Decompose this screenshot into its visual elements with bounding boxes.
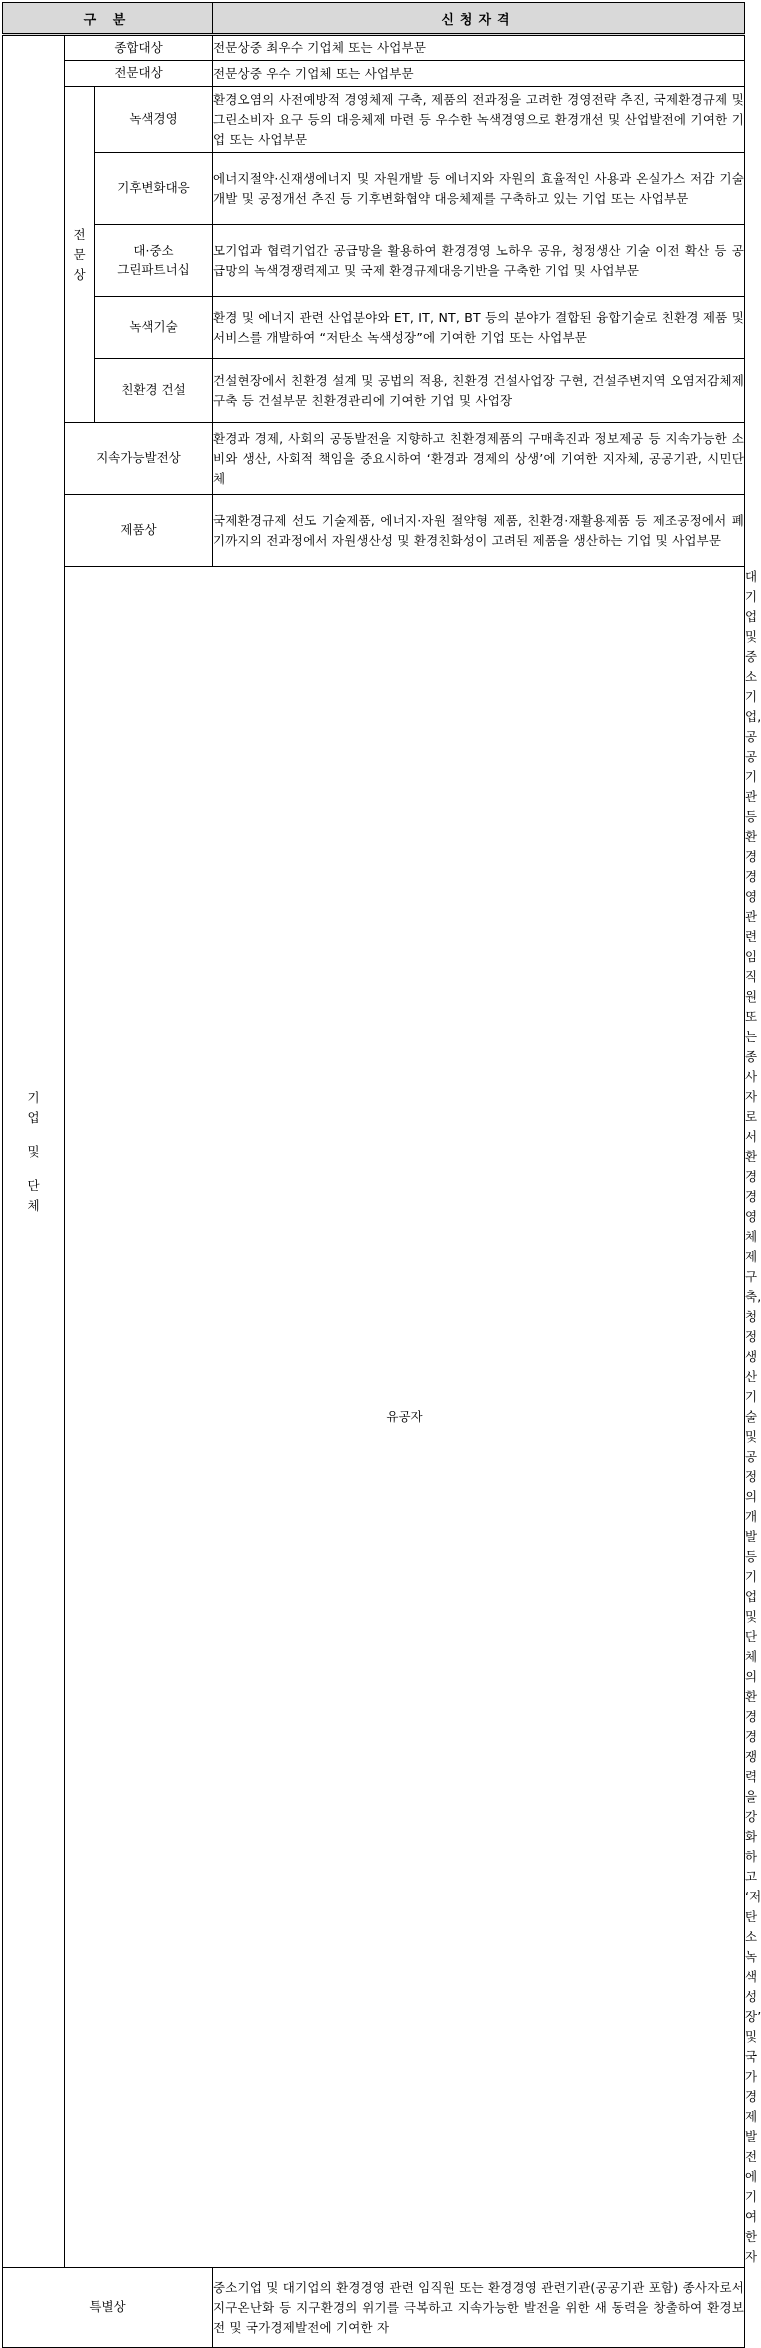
table-row-green-tech xyxy=(3,297,745,359)
row-desc-green-mgmt: 환경오염의 사전예방적 경영체제 구축, 제품의 전과정을 고려한 경영전략 추진, 국제환경규제 및 그린소비자 요구 등의 대응체제 마련 등 우수한 녹색경영으로 환경개선 및 산업발전에 기여한 기업 또는 사업부문 xyxy=(213,87,745,153)
row-label-special: 특별상 xyxy=(3,2268,213,2348)
header-qualification: 신청자격 xyxy=(213,3,745,35)
row-label-partnership: 대·중소 그린파트너십 xyxy=(95,225,213,297)
group-company-label: 기 업 및 단 체 xyxy=(3,35,65,2268)
row-label-special-grand: 전문대상 xyxy=(65,61,213,87)
row-desc-special: 중소기업 및 대기업의 환경경영 관련 임직원 또는 환경경영 관련기관(공공기관 포함) 종사자로서 지구온난화 등 지구환경의 위기를 극복하고 지속가능한 발전을 위한 새 동력을 창출하여 환경보전 및 국가경제발전에 기여한 자 xyxy=(213,2268,745,2348)
row-label-product: 제품상 xyxy=(65,495,213,567)
row-label-climate: 기후변화대응 xyxy=(95,153,213,225)
table-row-grand xyxy=(3,35,745,61)
row-desc-product: 국제환경규제 선도 기술제품, 에너지·자원 절약형 제품, 친환경·재활용제품 등 제조공정에서 폐기까지의 전과정에서 자원생산성 및 환경친화성이 고려된 제품을 생산하는 기업 및 사업부문 xyxy=(213,495,745,567)
table-row-special-grand xyxy=(3,61,745,87)
row-label-grand: 종합대상 xyxy=(65,35,213,61)
row-label-merit: 유공자 xyxy=(65,567,745,2268)
row-label-green-tech: 녹색기술 xyxy=(95,297,213,359)
table-row-sustainability xyxy=(3,423,745,495)
row-desc-sustainability: 환경과 경제, 사회의 공동발전을 지향하고 친환경제품의 구매촉진과 정보제공 등 지속가능한 소비와 생산, 사회적 책임을 중요시하여 ‘환경과 경제의 상생’에 기여한 지자체, 공공기관, 시민단체 xyxy=(213,423,745,495)
header-row xyxy=(3,3,745,35)
row-label-construction: 친환경 건설 xyxy=(95,359,213,423)
row-desc-partnership: 모기업과 협력기업간 공급망을 활용하여 환경경영 노하우 공유, 청정생산 기술 이전 확산 등 공급망의 녹색경쟁력제고 및 국제 환경규제대응기반을 구축한 기업 및 사업부문 xyxy=(213,225,745,297)
table-row-construction xyxy=(3,359,745,423)
table-row-special xyxy=(3,2268,745,2348)
row-label-sustainability: 지속가능발전상 xyxy=(65,423,213,495)
table-row-product xyxy=(3,495,745,567)
row-desc-construction: 건설현장에서 친환경 설계 및 공법의 적용, 친환경 건설사업장 구현, 건설주변지역 오염저감체제 구축 등 건설부문 친환경관리에 기여한 기업 및 사업장 xyxy=(213,359,745,423)
table-row-merit: 유공자 대기업 및 중소기업, 공공기관 등 환경경영 관련 임직원 또는 종사자로서 환경경영체제구축, 청정생산 기술 및 공정의 개발 등 기업 및 단체의 환경경쟁력을 강화하고 ‘저탄소 녹색성장’ 및 국가 경제발전에 기여한 자 xyxy=(3,567,745,2268)
row-desc-green-tech: 환경 및 에너지 관련 산업분야와 ET, IT, NT, BT 등의 분야가 결합된 융합기술로 친환경 제품 및 서비스를 개발하여 “저탄소 녹색성장”에 기여한 기업 또는 사업부문 xyxy=(213,297,745,359)
row-desc-grand: 전문상중 최우수 기업체 또는 사업부문 xyxy=(213,35,745,61)
table-row-climate xyxy=(3,153,745,225)
table-row-partnership xyxy=(3,225,745,297)
row-label-green-mgmt: 녹색경영 xyxy=(95,87,213,153)
table-row-green-mgmt xyxy=(3,87,745,153)
row-desc-climate: 에너지절약·신재생에너지 및 자원개발 등 에너지와 자원의 효율적인 사용과 온실가스 저감 기술개발 및 공정개선 추진 등 기후변화협약 대응체제를 구축하고 있는 기업 또는 사업부문 xyxy=(213,153,745,225)
award-table-container xyxy=(2,2,761,2335)
header-category: 구 분 xyxy=(3,3,213,35)
award-eligibility-table xyxy=(2,2,761,2348)
row-desc-special-grand: 전문상중 우수 기업체 또는 사업부문 xyxy=(213,61,745,87)
group-specialty-label: 전 문 상 xyxy=(65,87,95,423)
